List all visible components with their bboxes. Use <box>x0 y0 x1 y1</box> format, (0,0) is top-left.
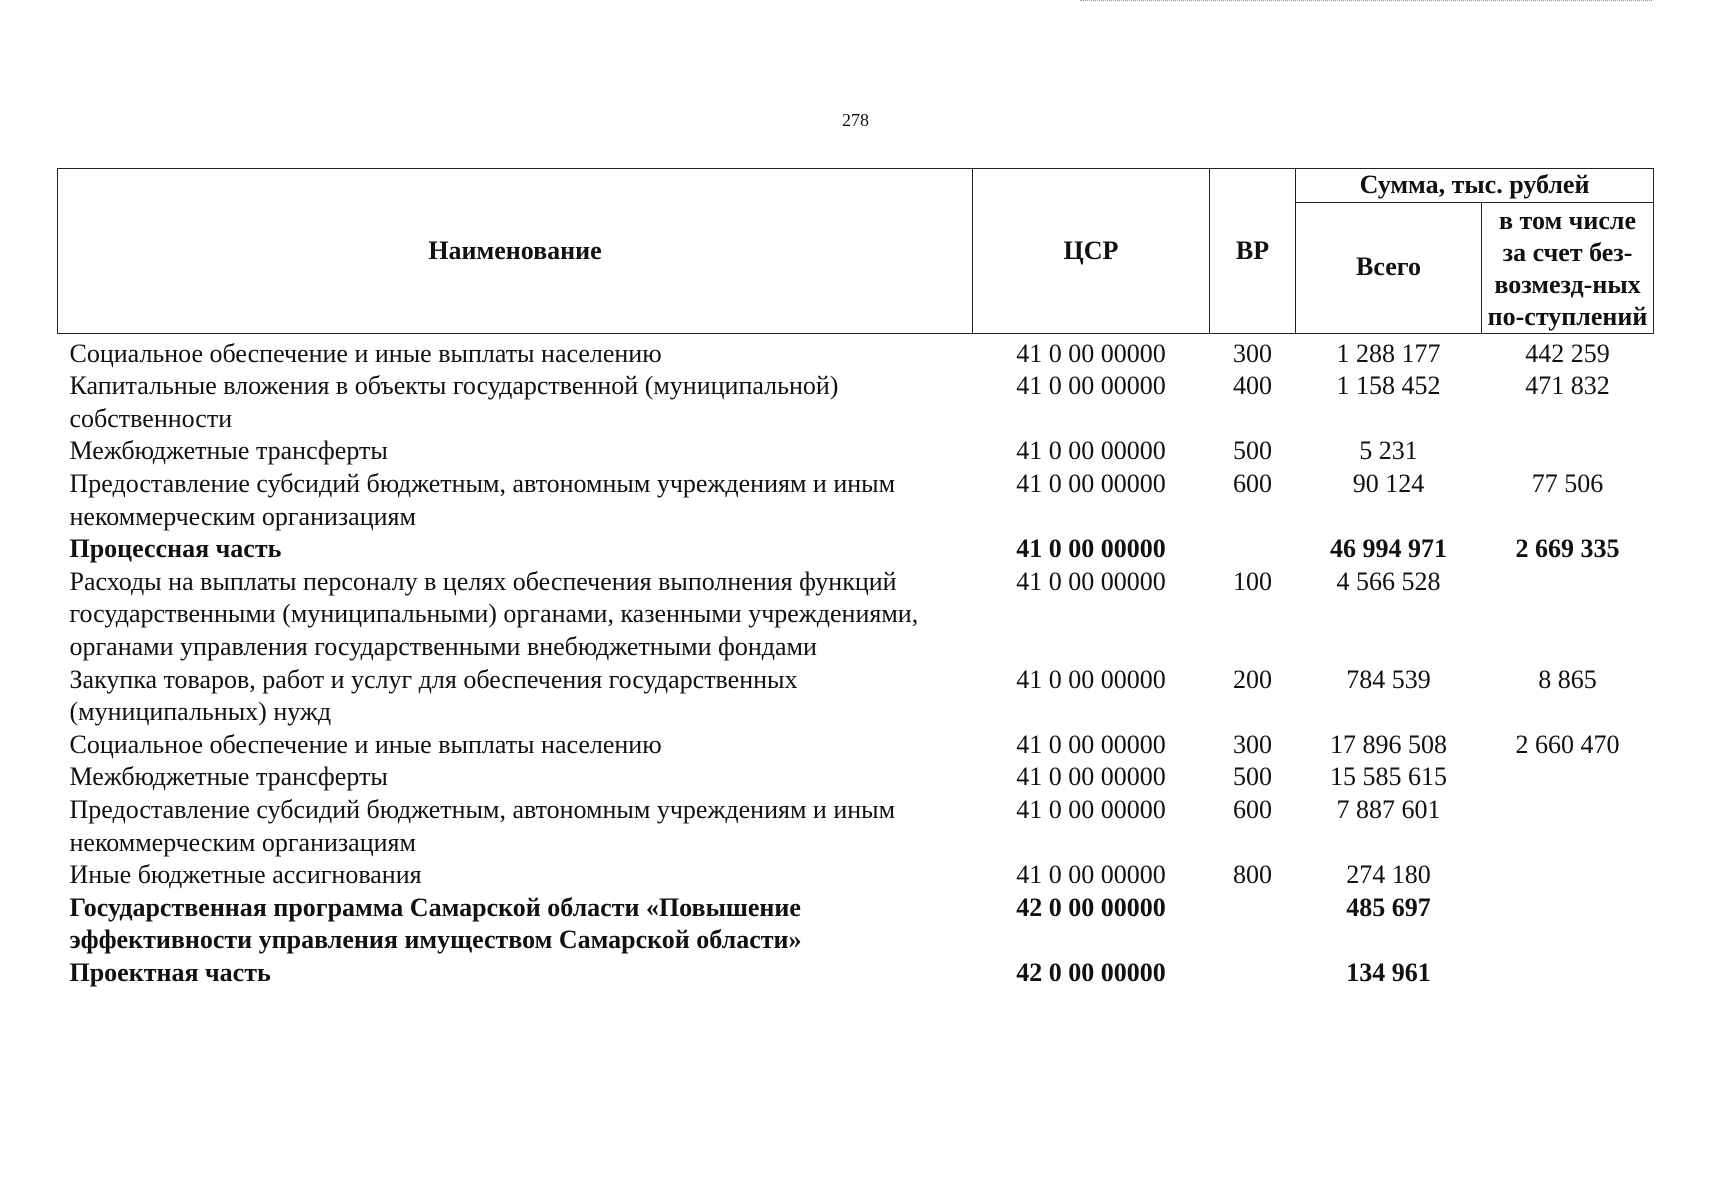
cell-csr: 41 0 00 00000 <box>1016 338 1166 368</box>
header-csr: ЦСР <box>973 169 1210 334</box>
cell-csr: 41 0 00 00000 <box>1016 794 1166 824</box>
cell-vr: 300 <box>1233 729 1272 759</box>
budget-table <box>57 168 1654 989</box>
table-row <box>58 370 1654 435</box>
cell-csr: 41 0 00 00000 <box>1016 436 1166 466</box>
cell-csr: 41 0 00 00000 <box>1016 468 1166 498</box>
cell-vr: 400 <box>1233 371 1272 401</box>
cell-csr: 42 0 00 00000 <box>1016 892 1166 922</box>
cell-including: 2 660 470 <box>1515 729 1620 759</box>
cell-including <box>1482 435 1654 468</box>
cell-name: Социальное обеспечение и иные выплаты населению <box>69 729 662 759</box>
header-sum-group: Сумма, тыс. рублей <box>1296 169 1654 203</box>
table-row <box>58 729 1654 762</box>
cell-vr: 200 <box>1233 664 1272 694</box>
cell-including: 8 865 <box>1538 664 1597 694</box>
cell-vr <box>1210 957 1296 990</box>
table-row <box>58 892 1654 957</box>
header-total: Всего <box>1296 202 1482 333</box>
cell-name: Предоставление субсидий бюджетным, автономным учреждениям и иным некоммерческим организациям <box>69 468 896 531</box>
cell-name: Расходы на выплаты персоналу в целях обеспечения выполнения функций государственными (муниципальными) органами, казенными учреждениями, органами управления государственными внебюджетными фондами <box>69 566 919 661</box>
cell-name: Межбюджетные трансферты <box>69 436 388 466</box>
cell-vr: 600 <box>1233 468 1272 498</box>
cell-vr: 800 <box>1233 860 1272 890</box>
table-row <box>58 566 1654 664</box>
header-including: в том числе за счет без-возмезд-ных по-ступлений <box>1482 202 1654 333</box>
cell-total: 5 231 <box>1359 436 1418 466</box>
cell-total: 1 158 452 <box>1336 371 1441 401</box>
cell-name: Межбюджетные трансферты <box>69 762 388 792</box>
cell-vr: 500 <box>1233 762 1272 792</box>
table-row <box>58 761 1654 794</box>
table-row <box>58 468 1654 533</box>
cell-name: Капитальные вложения в объекты государственной (муниципальной) собственности <box>69 371 839 433</box>
cell-including <box>1482 794 1654 859</box>
cell-total: 485 697 <box>1346 892 1431 922</box>
scan-top-rule <box>1080 0 1652 1</box>
table-row <box>58 333 1654 370</box>
cell-total: 274 180 <box>1346 860 1431 890</box>
cell-csr: 41 0 00 00000 <box>1016 566 1166 596</box>
table-row <box>58 859 1654 892</box>
cell-vr: 100 <box>1233 566 1272 596</box>
cell-including <box>1482 859 1654 892</box>
table-row <box>58 957 1654 990</box>
cell-including <box>1482 566 1654 664</box>
page-number: 278 <box>842 110 869 130</box>
cell-total: 46 994 971 <box>1330 534 1447 564</box>
cell-including: 471 832 <box>1525 371 1610 401</box>
cell-name: Иные бюджетные ассигнования <box>69 860 422 890</box>
cell-vr: 500 <box>1233 436 1272 466</box>
table-row <box>58 435 1654 468</box>
cell-csr: 41 0 00 00000 <box>1016 371 1166 401</box>
cell-including: 77 506 <box>1531 468 1604 498</box>
cell-total: 90 124 <box>1352 468 1425 498</box>
cell-including <box>1482 761 1654 794</box>
cell-csr: 41 0 00 00000 <box>1016 860 1166 890</box>
cell-total: 7 887 601 <box>1336 794 1441 824</box>
cell-total: 1 288 177 <box>1336 338 1441 368</box>
cell-including <box>1482 957 1654 990</box>
cell-name: Проектная часть <box>69 957 271 987</box>
table-body <box>58 333 1654 989</box>
header-vr: ВР <box>1210 169 1296 334</box>
cell-vr: 600 <box>1233 794 1272 824</box>
cell-csr: 41 0 00 00000 <box>1016 664 1166 694</box>
table-row <box>58 794 1654 859</box>
cell-vr: 300 <box>1233 338 1272 368</box>
cell-csr: 41 0 00 00000 <box>1016 729 1166 759</box>
cell-csr: 41 0 00 00000 <box>1016 762 1166 792</box>
cell-total: 134 961 <box>1346 957 1431 987</box>
cell-including: 442 259 <box>1525 338 1610 368</box>
cell-vr <box>1210 533 1296 566</box>
table-row <box>58 533 1654 566</box>
cell-total: 784 539 <box>1346 664 1431 694</box>
cell-vr <box>1210 892 1296 957</box>
cell-total: 4 566 528 <box>1336 566 1441 596</box>
cell-csr: 42 0 00 00000 <box>1016 957 1166 987</box>
cell-name: Социальное обеспечение и иные выплаты населению <box>69 338 662 368</box>
cell-csr: 41 0 00 00000 <box>1016 534 1166 564</box>
cell-including: 2 669 335 <box>1515 534 1620 564</box>
cell-including <box>1482 892 1654 957</box>
cell-name: Предоставление субсидий бюджетным, автономным учреждениям и иным некоммерческим организациям <box>69 794 896 857</box>
cell-total: 17 896 508 <box>1330 729 1447 759</box>
cell-name: Государственная программа Самарской области «Повышение эффективности управления имуществом Самарской области» <box>69 892 802 955</box>
cell-total: 15 585 615 <box>1330 762 1447 792</box>
cell-name: Процессная часть <box>69 534 282 564</box>
table-row <box>58 664 1654 729</box>
cell-name: Закупка товаров, работ и услуг для обеспечения государственных (муниципальных) нужд <box>69 664 798 727</box>
header-name: Наименование <box>58 169 973 334</box>
